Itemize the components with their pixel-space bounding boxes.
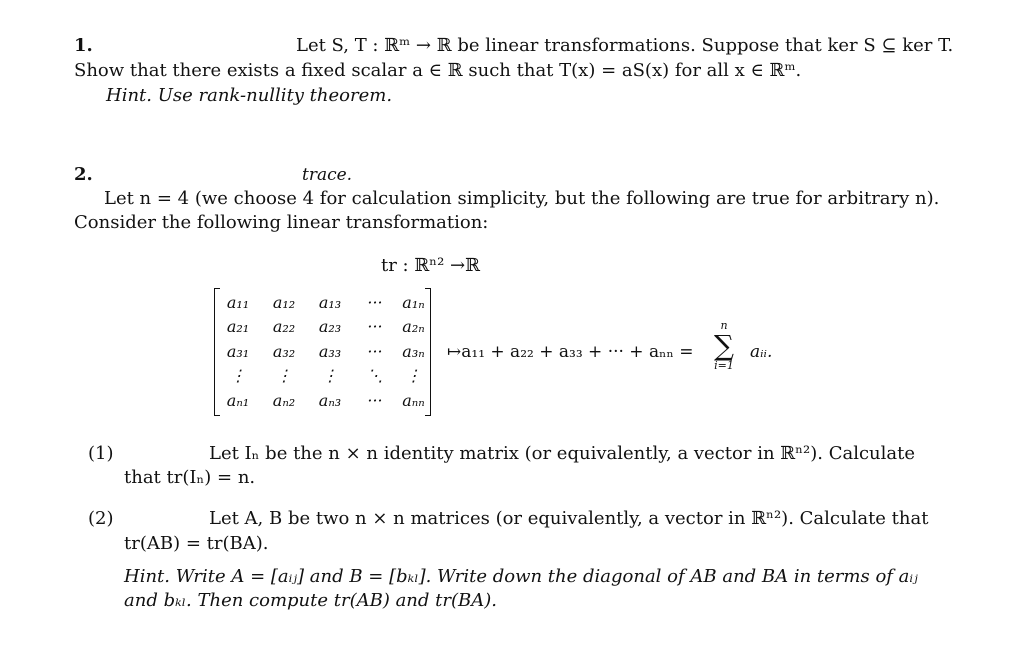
matrix-entry: a₂₁ xyxy=(226,317,250,337)
matrix-entry: a₁₁ xyxy=(226,292,250,312)
subquestion-2-line-1: Let A, B be two n × n matrices (or equivalently, a vector in ℝⁿ²). Calculate that xyxy=(209,508,929,529)
matrix-entry: ··· xyxy=(367,341,383,361)
sum-lower-limit: i=1 xyxy=(714,359,734,372)
subquestion-1-line-1: Let Iₙ be the n × n identity matrix (or equivalently, a vector in ℝⁿ²). Calculate xyxy=(209,443,915,464)
subquestion-2-hint-line-2: and bₖₗ. Then compute tr(AB) and tr(BA). xyxy=(124,590,497,611)
sigma-symbol: ∑ xyxy=(714,329,734,362)
subquestion-1-label: (1) xyxy=(88,443,114,464)
matrix-entry: a₂₃ xyxy=(318,317,342,337)
matrix-entry: aₙ₂ xyxy=(272,390,296,410)
matrix-entry: a₁₃ xyxy=(318,292,342,312)
matrix-entry: a₃ₙ xyxy=(402,341,425,361)
trace-map-definition: tr : ℝⁿ² →ℝ xyxy=(381,255,481,276)
matrix-entry: ··· xyxy=(367,292,383,312)
problem-2-intro-line-1: Let n = 4 (we choose 4 for calculation simplicity, but the following are true for arbitrary n). xyxy=(104,188,940,209)
problem-2-intro-line-2: Consider the following linear transformation: xyxy=(74,212,489,233)
matrix-entry: a₁₂ xyxy=(272,292,296,312)
matrix-entry: aₙₙ xyxy=(402,390,425,410)
summation xyxy=(704,320,744,372)
matrix-entry: ⋮ xyxy=(276,366,292,386)
matrix-entry: a₂₂ xyxy=(272,317,296,337)
matrix-entry: a₃₁ xyxy=(226,341,250,361)
problem-1-number: 1. xyxy=(74,35,93,56)
problem-1-line-1: Let S, T : ℝᵐ → ℝ be linear transformations. Suppose that ker S ⊆ ker T. xyxy=(296,35,954,56)
matrix-entry: aₙ₃ xyxy=(318,390,342,410)
matrix-row xyxy=(215,388,430,413)
subquestion-2-hint-line-1: Hint. Write A = [aᵢⱼ] and B = [bₖₗ]. Write down the diagonal of AB and BA in terms of aᵢⱼ xyxy=(124,566,918,587)
matrix-entry: ⋮ xyxy=(230,366,246,386)
matrix-entry: ··· xyxy=(367,390,383,410)
matrix-entry: aₙ₁ xyxy=(226,390,250,410)
matrix-entries xyxy=(215,290,430,413)
subquestion-1-line-2: that tr(Iₙ) = n. xyxy=(124,467,256,488)
matrix-entry: a₁ₙ xyxy=(402,292,425,312)
matrix-row xyxy=(215,364,430,389)
subquestion-2-line-2: tr(AB) = tr(BA). xyxy=(124,533,269,554)
matrix-entry: a₃₂ xyxy=(272,341,296,361)
matrix-entry: a₂ₙ xyxy=(402,317,425,337)
trace-formula: ↦a₁₁ + a₂₂ + a₃₃ + ··· + aₙₙ = xyxy=(447,342,694,362)
matrix-row xyxy=(215,315,430,340)
problem-2-title: trace. xyxy=(302,165,353,185)
sum-term: aᵢᵢ. xyxy=(750,342,773,362)
problem-1-hint: Hint. Use rank-nullity theorem. xyxy=(106,85,393,106)
matrix-row xyxy=(215,339,430,364)
matrix-entry: ⋮ xyxy=(322,366,338,386)
matrix-entry: ⋮ xyxy=(405,366,422,386)
sum-upper-limit: n xyxy=(720,319,728,332)
matrix xyxy=(214,288,431,416)
matrix-entry: ··· xyxy=(367,317,383,337)
matrix-entry: a₃₃ xyxy=(318,341,342,361)
matrix-row xyxy=(215,290,430,315)
problem-1-line-2: Show that there exists a fixed scalar a ∈ ℝ such that T(x) = aS(x) for all x ∈ ℝᵐ. xyxy=(74,60,802,81)
matrix-entry: ⋱ xyxy=(367,366,383,386)
problem-2-number: 2. xyxy=(74,164,93,185)
subquestion-2-label: (2) xyxy=(88,508,114,529)
